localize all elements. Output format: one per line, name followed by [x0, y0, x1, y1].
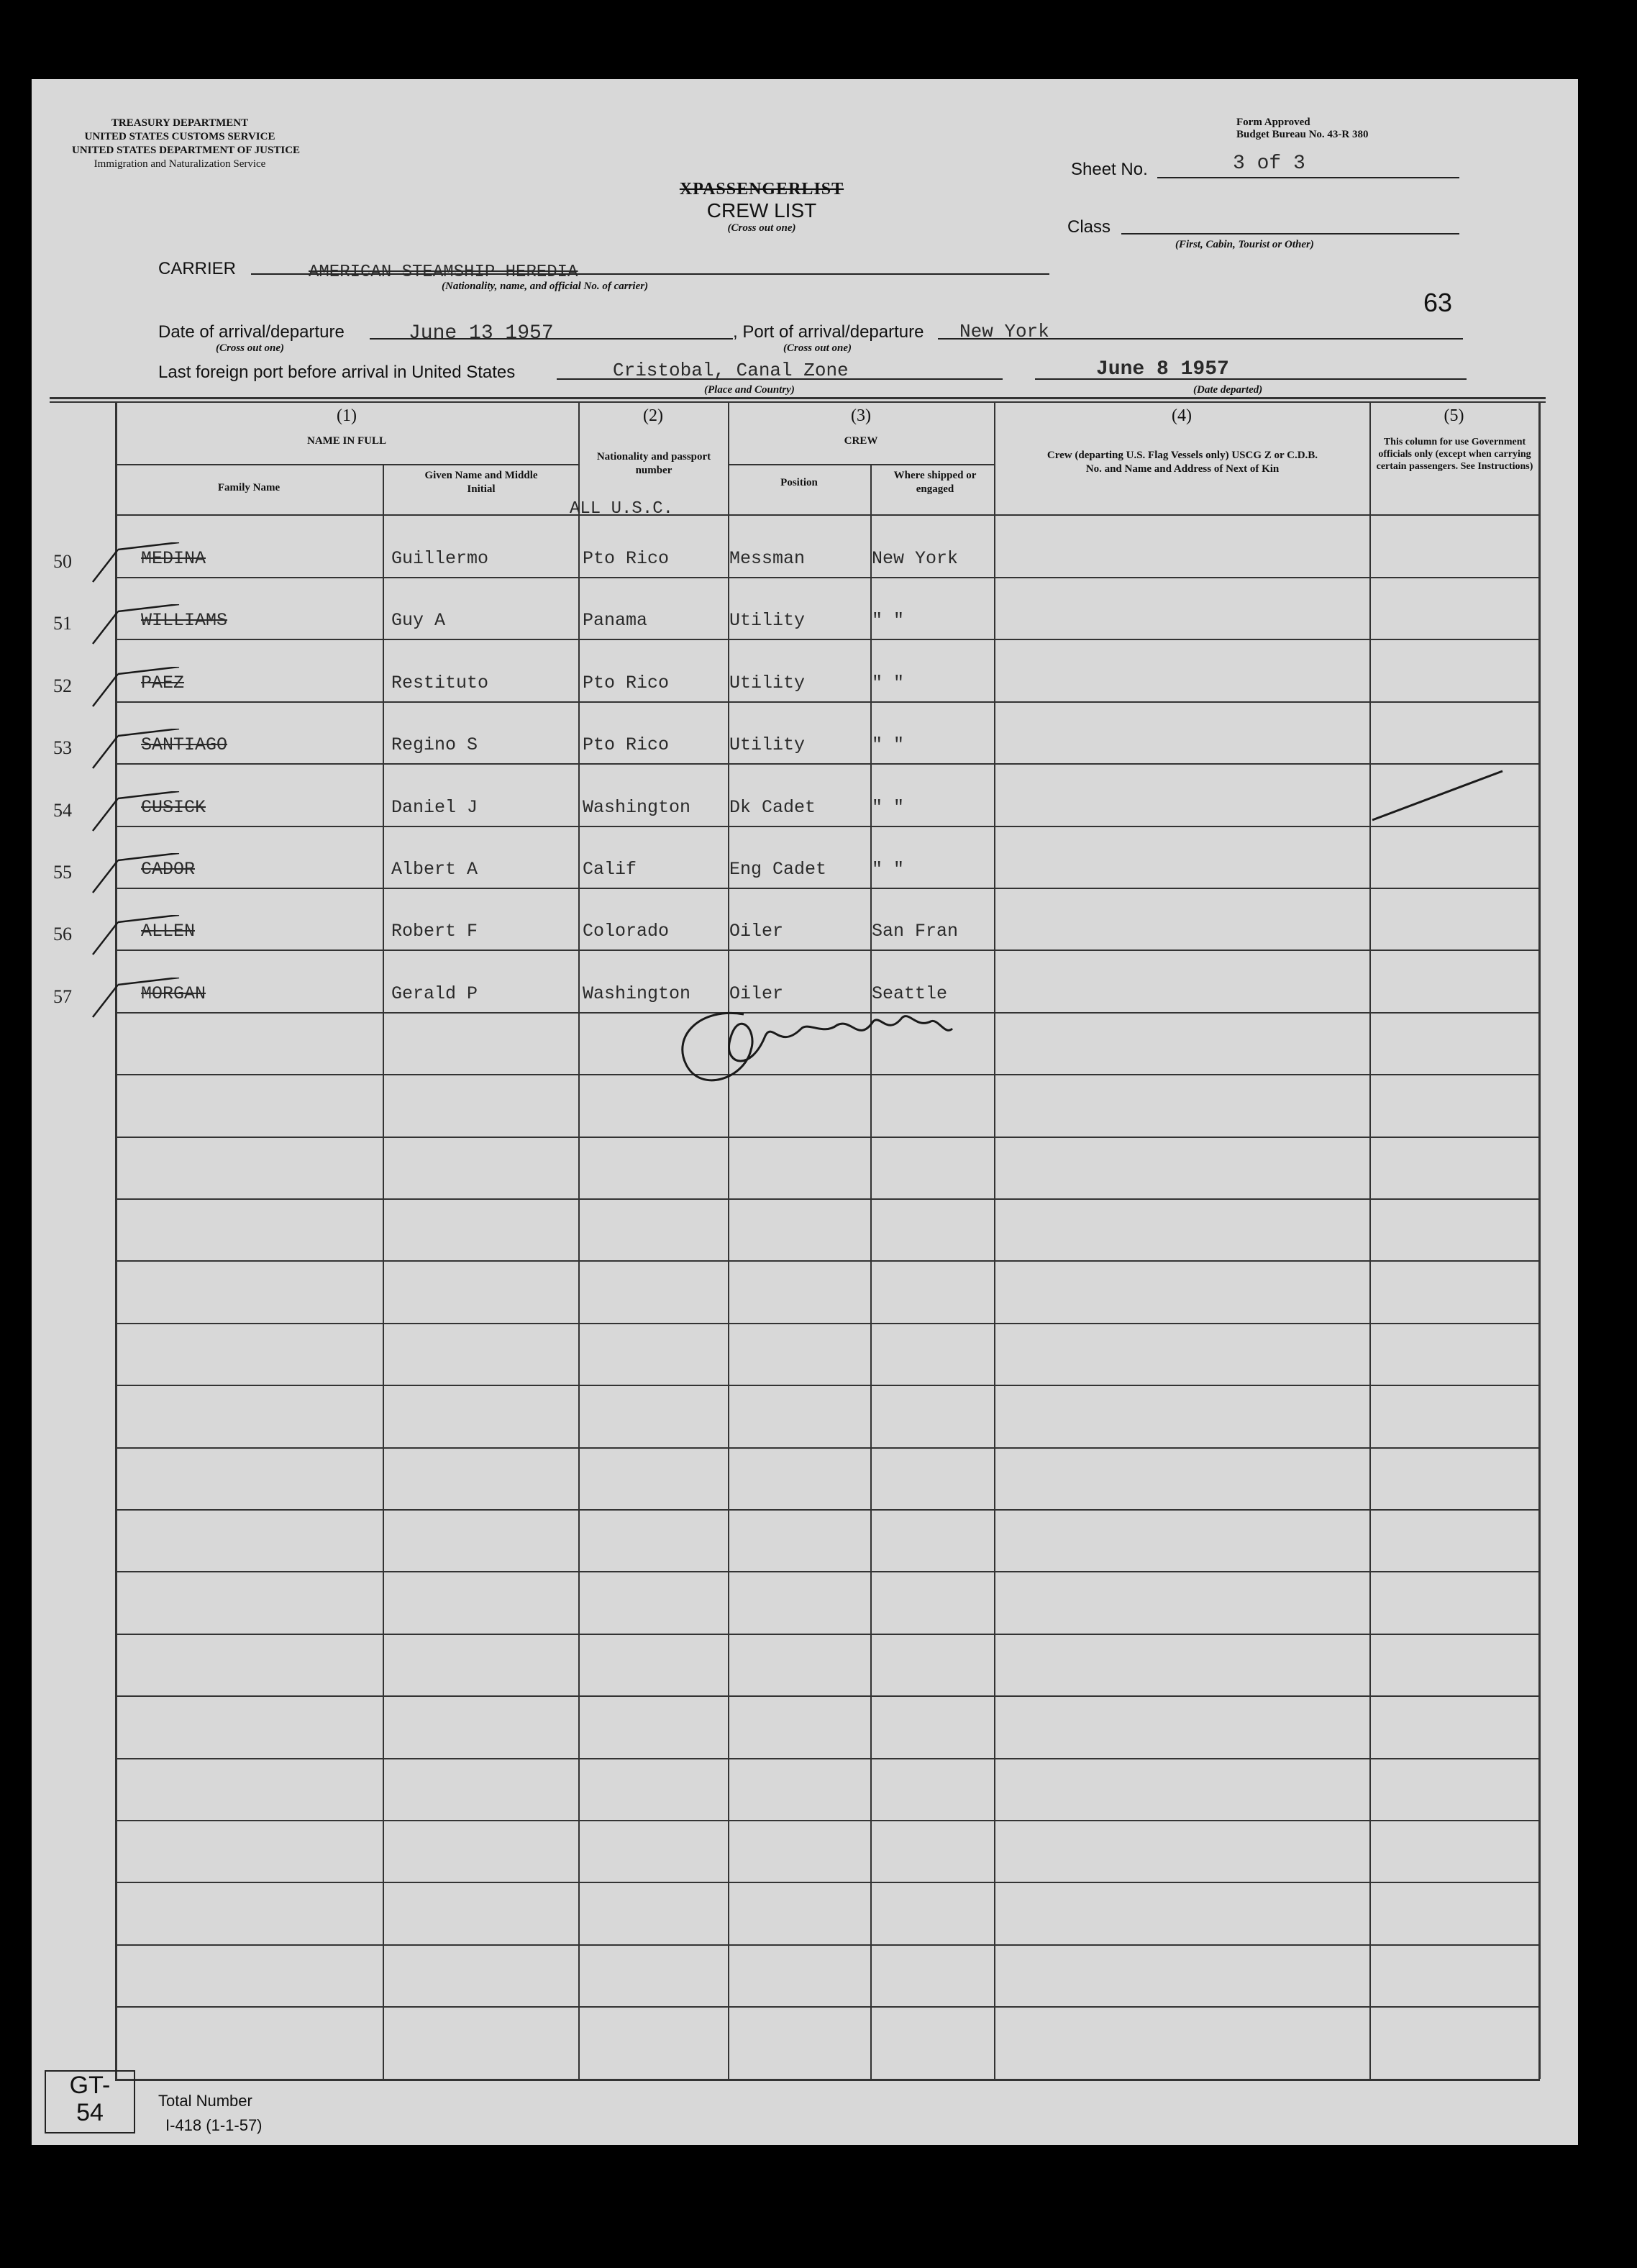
- cell-nat: Calif: [583, 859, 637, 880]
- title-main: CREW LIST: [706, 199, 817, 222]
- agency-header: [72, 117, 301, 171]
- cell-given: Robert F: [391, 921, 478, 942]
- check-slash: [89, 542, 183, 586]
- row-number: 56: [53, 924, 72, 944]
- cell-pos: Utility: [729, 673, 806, 693]
- table-right-border: [1538, 401, 1541, 2079]
- cell-where: " ": [872, 673, 905, 693]
- row-rule: [115, 1137, 1540, 1138]
- check-slash: [89, 791, 183, 834]
- arrival-port-value: New York: [959, 321, 1049, 342]
- check-slash: [89, 604, 183, 647]
- carrier-note: (Nationality, name, and official No. of carrier): [442, 281, 649, 292]
- last-port-date-value: June 8 1957: [1096, 358, 1229, 381]
- cell-where: New York: [872, 548, 959, 569]
- check-mark: [1369, 755, 1542, 827]
- class-note: (First, Cabin, Tourist or Other): [1175, 239, 1314, 250]
- agency-line-4: Immigration and Naturalization Service: [94, 158, 266, 170]
- agency-line-1: TREASURY DEPARTMENT: [111, 117, 249, 129]
- check-slash: [89, 667, 183, 710]
- check-slash: [89, 978, 183, 1021]
- cell-where: " ": [872, 610, 905, 631]
- last-port-date-note: (Date departed): [1193, 384, 1263, 396]
- row-rule: [115, 949, 1540, 951]
- row-rule: [115, 701, 1540, 703]
- cell-pos: Oiler: [729, 921, 784, 942]
- col-divider-3: [728, 401, 729, 2079]
- row-rule: [115, 2006, 1540, 2008]
- row-rule: [115, 763, 1540, 765]
- header-bottom-line-5: [1369, 514, 1538, 516]
- col-divider-4: [994, 401, 995, 2079]
- col1b-title: Given Name and Middle Initial: [424, 470, 538, 495]
- sheet-line: [1157, 177, 1459, 178]
- class-line: [1121, 233, 1459, 234]
- row-number: 57: [53, 986, 72, 1007]
- row-rule: [115, 1198, 1540, 1200]
- col5-number: (5): [1444, 406, 1464, 425]
- nationality-note: ALL U.S.C.: [570, 499, 674, 519]
- cell-pos: Eng Cadet: [729, 859, 827, 880]
- sheet-value: 3 of 3: [1233, 152, 1305, 175]
- cell-nat: Pto Rico: [583, 673, 670, 693]
- last-port-note: (Place and Country): [704, 384, 795, 396]
- cell-family: CADOR: [141, 859, 196, 880]
- stamp-line-1: GT-: [69, 2072, 111, 2099]
- row-number: 54: [53, 800, 72, 821]
- cell-family: MEDINA: [141, 548, 206, 569]
- form-title: [639, 180, 884, 234]
- cell-nat: Panama: [583, 610, 648, 631]
- col1a-title: Family Name: [217, 482, 281, 493]
- carrier-label: CARRIER: [158, 259, 237, 278]
- agency-line-3: UNITED STATES DEPARTMENT OF JUSTICE: [72, 145, 301, 156]
- row-rule: [115, 1447, 1540, 1449]
- check-slash: [89, 915, 183, 958]
- form-approved-line-1: Form Approved: [1236, 117, 1310, 128]
- cell-family: WILLIAMS: [141, 610, 228, 631]
- col-divider-where: [870, 464, 872, 2079]
- cell-given: Guillermo: [391, 548, 489, 569]
- carrier-value: AMERICAN STEAMSHIP HEREDIA: [309, 263, 578, 282]
- cell-where: Seattle: [872, 983, 948, 1004]
- form-approved: [1236, 117, 1369, 141]
- col3b-title: Where shipped or engaged: [893, 470, 977, 495]
- col2-title: Nationality and passport number: [596, 451, 711, 476]
- cell-nat: Pto Rico: [583, 548, 670, 569]
- form-approved-line-2: Budget Bureau No. 43-R 380: [1236, 129, 1369, 140]
- cell-where: " ": [872, 734, 905, 755]
- table-bottom-border: [115, 2079, 1540, 2081]
- cell-family: PAEZ: [141, 673, 185, 693]
- row-rule: [115, 1323, 1540, 1324]
- title-struck: XPASSENGERLIST: [679, 180, 844, 199]
- row-number: 51: [53, 613, 72, 634]
- col4-number: (4): [1172, 406, 1192, 425]
- cell-pos: Utility: [729, 734, 806, 755]
- row-rule: [115, 1509, 1540, 1511]
- cell-family: ALLEN: [141, 921, 196, 942]
- table-left-border: [115, 401, 117, 2079]
- last-port-value: Cristobal, Canal Zone: [613, 360, 849, 381]
- cell-family: CUSICK: [141, 797, 206, 818]
- table-top-rule-2: [50, 401, 1546, 403]
- table-top-rule-1: [50, 397, 1546, 399]
- row-rule: [115, 1944, 1540, 1946]
- col-divider-2: [578, 401, 580, 2079]
- cell-where: " ": [872, 797, 905, 818]
- class-label: Class: [1067, 217, 1111, 237]
- cell-given: Restituto: [391, 673, 489, 693]
- cell-pos: Dk Cadet: [729, 797, 816, 818]
- col3a-title: Position: [780, 477, 818, 488]
- col4-title: Crew (departing U.S. Flag Vessels only) USCG Z or C.D.B. No. and Name and Address of Next of Kin: [1047, 450, 1318, 475]
- col2-number: (2): [643, 406, 663, 425]
- row-rule: [115, 577, 1540, 578]
- cell-where: " ": [872, 859, 905, 880]
- signature: [657, 985, 1003, 1101]
- col-divider-5: [1369, 401, 1371, 2079]
- subhead-line-3: [728, 464, 994, 465]
- form-number: I-418 (1-1-57): [165, 2116, 263, 2134]
- cell-given: Daniel J: [391, 797, 478, 818]
- subhead-line-1: [115, 464, 578, 465]
- col1-title: NAME IN FULL: [306, 435, 386, 447]
- row-rule: [115, 1260, 1540, 1262]
- arrival-date-value: June 13 1957: [409, 322, 554, 345]
- row-number: 53: [53, 737, 72, 758]
- cell-family: SANTIAGO: [141, 734, 228, 755]
- cell-pos: Utility: [729, 610, 806, 631]
- cell-where: San Fran: [872, 921, 959, 942]
- arrival-port-note: (Cross out one): [783, 342, 852, 354]
- cell-nat: Colorado: [583, 921, 670, 942]
- cell-nat: Pto Rico: [583, 734, 670, 755]
- row-rule: [115, 1695, 1540, 1697]
- stamp-line-2: 54: [76, 2099, 104, 2126]
- col1-number: (1): [337, 406, 357, 425]
- row-number: 52: [53, 675, 72, 696]
- row-number: 55: [53, 862, 72, 883]
- cell-family: MORGAN: [141, 983, 206, 1004]
- col-divider-given: [383, 464, 384, 2079]
- row-number: 50: [53, 551, 72, 572]
- sheet-label: Sheet No.: [1071, 160, 1148, 179]
- row-rule: [115, 1634, 1540, 1635]
- page-number: 63: [1423, 288, 1453, 317]
- col3-title: CREW: [844, 435, 878, 447]
- cell-given: Guy A: [391, 610, 446, 631]
- total-number-label: Total Number: [158, 2092, 252, 2110]
- row-rule: [115, 1758, 1540, 1759]
- row-rule: [115, 826, 1540, 827]
- cell-given: Regino S: [391, 734, 478, 755]
- check-slash: [89, 729, 183, 772]
- cell-given: Gerald P: [391, 983, 478, 1004]
- cell-nat: Washington: [583, 797, 691, 818]
- cell-nat: Washington: [583, 983, 691, 1004]
- arrival-date-note: (Cross out one): [216, 342, 285, 354]
- cell-given: Albert A: [391, 859, 478, 880]
- last-port-label: Last foreign port before arrival in United States: [158, 363, 516, 382]
- crew-list-form: [32, 79, 1578, 2145]
- row-rule: [115, 888, 1540, 889]
- cell-pos: Messman: [729, 548, 806, 569]
- col3-number: (3): [851, 406, 871, 425]
- row-rule: [115, 1882, 1540, 1883]
- cell-pos: Oiler: [729, 983, 784, 1004]
- col5-title: This column for use Government officials only (except when carrying certain passengers. See Instructions): [1376, 437, 1533, 472]
- check-slash: [89, 853, 183, 896]
- header-bottom-line: [115, 514, 1369, 516]
- row-rule: [115, 1385, 1540, 1386]
- row-rule: [115, 639, 1540, 640]
- row-rule: [115, 1571, 1540, 1572]
- title-note: (Cross out one): [727, 222, 796, 234]
- row-rule: [115, 1820, 1540, 1821]
- arrival-date-label: Date of arrival/departure: [158, 322, 345, 342]
- footer-stamp: [45, 2070, 135, 2133]
- agency-line-2: UNITED STATES CUSTOMS SERVICE: [84, 131, 275, 142]
- arrival-port-label: , Port of arrival/departure: [733, 322, 924, 342]
